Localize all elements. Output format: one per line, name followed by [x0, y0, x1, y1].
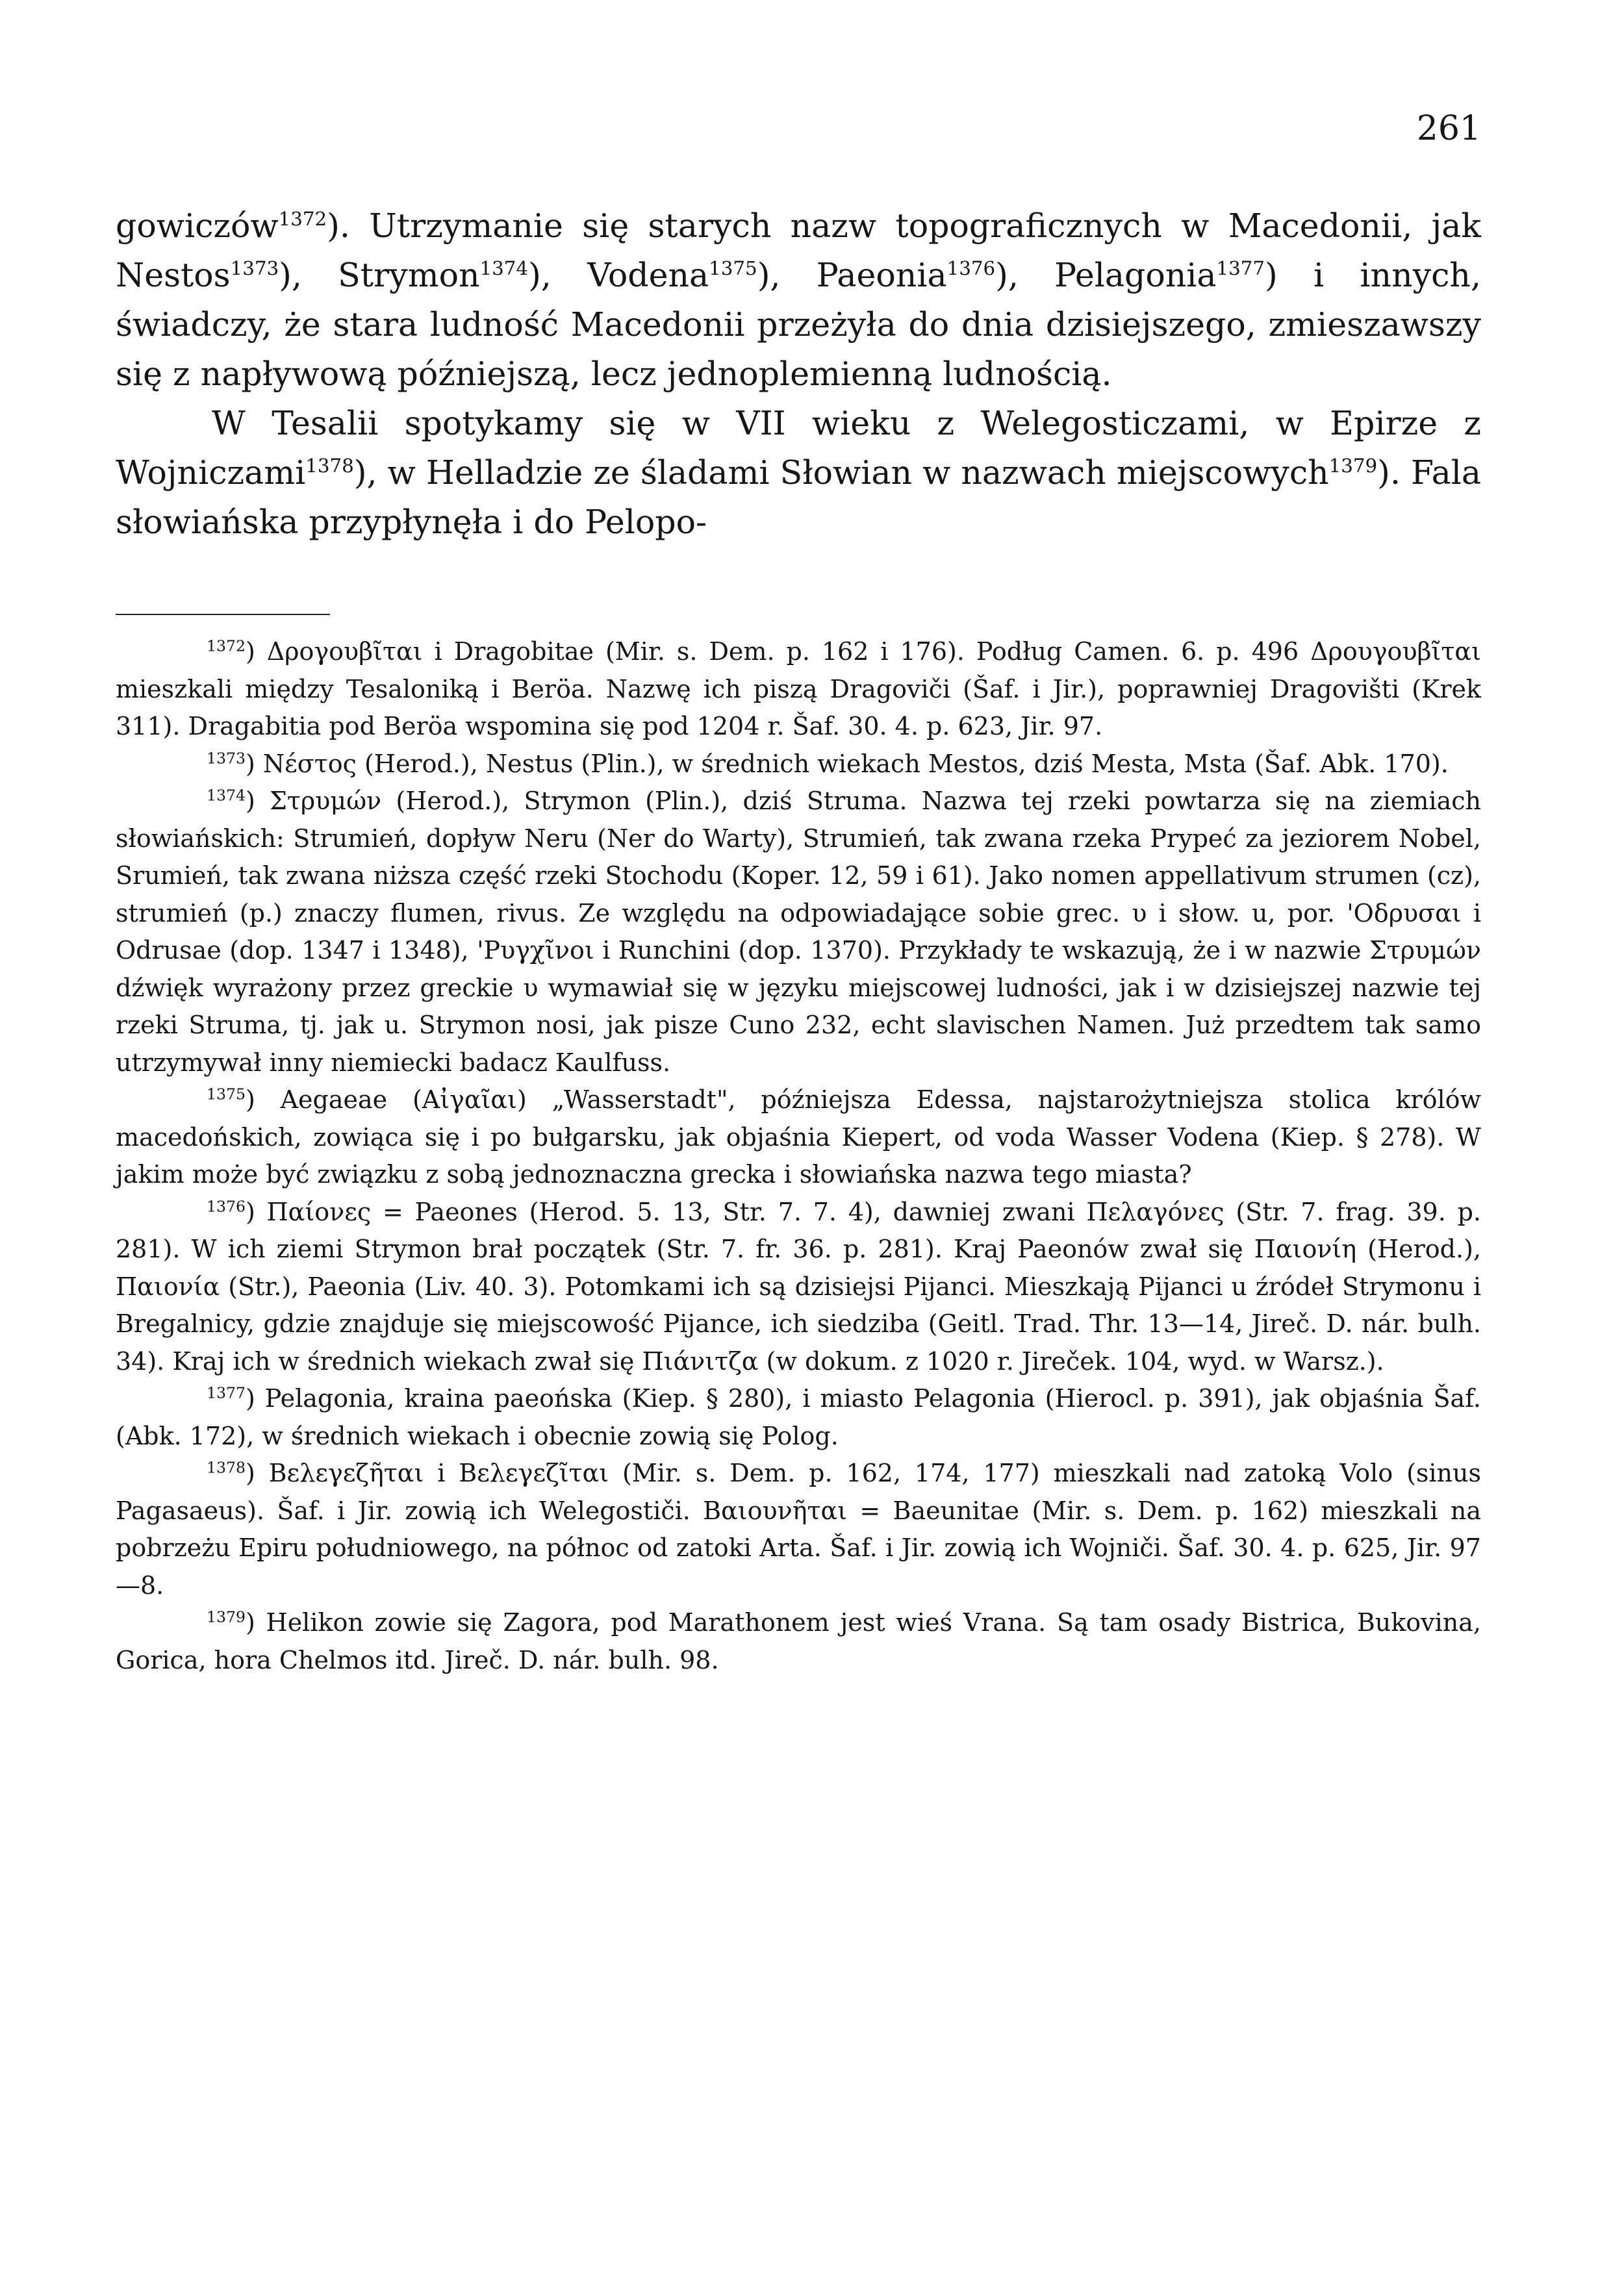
- footnote: [116, 633, 1481, 746]
- text-run: ). Fala słowiańska przypłynęła i do Pelopo-: [116, 453, 1481, 541]
- page-number: 261: [1416, 109, 1481, 148]
- footnote-number: 1374: [207, 786, 246, 805]
- footnote-reference: 1378: [305, 455, 354, 477]
- text-run: ), Strymon: [279, 256, 480, 294]
- footnote: [116, 1604, 1481, 1679]
- footnote: [116, 1455, 1481, 1604]
- footnote-reference: 1373: [230, 257, 279, 280]
- footnote-text: ) Helikon zowie się Zagora, pod Marathonem jest wieś Vrana. Są tam osady Bistrica, Bukovina, Gorica, hora Chelmos itd. Jireč. D. nár. bulh. 98.: [116, 1608, 1481, 1674]
- footnote-number: 1375: [207, 1085, 246, 1104]
- footnote-number: 1377: [207, 1383, 246, 1402]
- footnote: [116, 783, 1481, 1081]
- text-run: ), Pelagonia: [995, 256, 1217, 294]
- text-run: ) i innych, świadczy, że stara ludność Macedonii przeżyła do dnia dzisiejszego, zmieszawszy się z napływową późniejszą, lecz jednoplemienną ludnością.: [116, 256, 1481, 393]
- footnote-reference: 1376: [946, 257, 996, 280]
- footnote: [116, 746, 1481, 783]
- footnote-text: ) Στρυμών (Herod.), Strymon (Plin.), dziś Struma. Nazwa tej rzeki powtarza się na ziemiach słowiańskich: Strumień, dopływ Neru (Ner do Warty), Strumień, tak zwana rzeka Prypeć za jeziorem Nobel, Srumień, tak zwana niższa część rzeki Stochodu (Koper. 12, 59 i 61). Jako nomen appellativum strumen (cz), strumień (p.) znaczy flumen, rivus. Ze względu na odpowiadające sobie grec. υ i słow. u, por. 'Οδρυσαι i Odrusae (dop. 1347 i 1348), 'Ρυγχῖνοι i Runchini (dop. 1370). Przykłady te wskazują, że i w nazwie Στρυμών dźwięk wyrażony przez greckie υ wymawiał się w języku miejscowej ludności, jak i w dzisiejszej nazwie tej rzeki Struma, tj. jak u. Strymon nosi, jak pisze Cuno 232, echt slavischen Namen. Już przedtem tak samo utrzymywał inny niemiecki badacz Kaulfuss.: [116, 787, 1481, 1077]
- footnotes: [116, 633, 1481, 1679]
- footnote-number: 1376: [207, 1196, 246, 1215]
- text-run: ), Paeonia: [757, 256, 947, 294]
- footnote-separator: [116, 614, 330, 615]
- footnote-text: ) Νέστος (Herod.), Nestus (Plin.), w średnich wiekach Mestos, dziś Mesta, Msta (Šaf. Abk. 170).: [245, 749, 1449, 778]
- main-text: [116, 201, 1481, 547]
- text-run: ). Utrzymanie się starych nazw topograficznych w Macedonii, jak Nestos: [116, 207, 1481, 294]
- footnote-reference: 1379: [1328, 455, 1378, 477]
- footnote: [116, 1380, 1481, 1455]
- footnote-number: 1378: [207, 1458, 246, 1477]
- footnote-number: 1379: [207, 1608, 246, 1626]
- main-paragraph: [116, 399, 1481, 547]
- footnote: [116, 1194, 1481, 1381]
- footnote-text: ) Pelagonia, kraina paeońska (Kiep. § 280), i miasto Pelagonia (Hierocl. p. 391), jak objaśnia Šaf. (Abk. 172), w średnich wiekach i obecnie zowią się Polog.: [116, 1384, 1481, 1450]
- footnote-text: ) Δρογουβῖται i Dragobitae (Mir. s. Dem. p. 162 i 176). Podług Camen. 6. p. 496 Δρουγουβῖται mieszkali między Tesaloniką i Beröa. Nazwę ich piszą Dragoviči (Šaf. i Jir.), poprawniej Dragovišti (Krek 311). Dragabitia pod Beröa wspomina się pod 1204 r. Šaf. 30. 4. p. 623, Jir. 97.: [116, 637, 1481, 740]
- footnote-number: 1373: [207, 748, 246, 767]
- text-run: ), w Helladzie ze śladami Słowian w nazwach miejscowych: [353, 453, 1329, 492]
- text-run: gowiczów: [116, 207, 279, 245]
- main-paragraph: [116, 201, 1481, 399]
- footnote: [116, 1081, 1481, 1194]
- footnote-reference: 1372: [278, 208, 327, 231]
- footnote-number: 1372: [207, 637, 246, 655]
- footnote-reference: 1374: [479, 257, 529, 280]
- footnote-reference: 1375: [709, 257, 757, 280]
- text-run: W Tesalii spotykamy się w VII wieku z Welegosticzami, w Epirze z Wojniczami: [116, 404, 1481, 492]
- footnote-text: ) Aegaeae (Αἰγαῖαι) „Wasserstadt", późniejsza Edessa, najstarożytniejsza stolica królów macedońskich, zowiąca się i po bułgarsku, jak objaśnia Kiepert, od voda Wasser Vodena (Kiep. § 278). W jakim może być związku z sobą jednoznaczna grecka i słowiańska nazwa tego miasta?: [116, 1085, 1481, 1189]
- text-run: ), Vodena: [528, 256, 709, 294]
- footnote-reference: 1377: [1216, 257, 1265, 280]
- footnote-text: ) Βελεγεζῆται i Βελεγεζῖται (Mir. s. Dem. p. 162, 174, 177) mieszkali nad zatoką Volo (sinus Pagasaeus). Šaf. i Jir. zowią ich Welegostiči. Βαιουνῆται = Baeunitae (Mir. s. Dem. p. 162) mieszkali na pobrzeżu Epiru południowego, na północ od zatoki Arta. Šaf. i Jir. zowią ich Wojniči. Šaf. 30. 4. p. 625, Jir. 97—8.: [116, 1459, 1481, 1600]
- footnote-text: ) Παίονες = Paeones (Herod. 5. 13, Str. 7. 7. 4), dawniej zwani Πελαγόνες (Str. 7. frag. 39. p. 281). W ich ziemi Strymon brał początek (Str. 7. fr. 36. p. 281). Kraj Paeonów zwał się Παιονίη (Herod.), Παιονία (Str.), Paeonia (Liv. 40. 3). Potomkami ich są dzisiejsi Pijanci. Mieszkają Pijanci u źródeł Strymonu i Bregalnicy, gdzie znajduje się miejscowość Pijance, ich siedziba (Geitl. Trad. Thr. 13—14, Jireč. D. nár. bulh. 34). Kraj ich w średnich wiekach zwał się Πιάνιτζα (w dokum. z 1020 r. Jireček. 104, wyd. w Warsz.).: [116, 1197, 1481, 1376]
